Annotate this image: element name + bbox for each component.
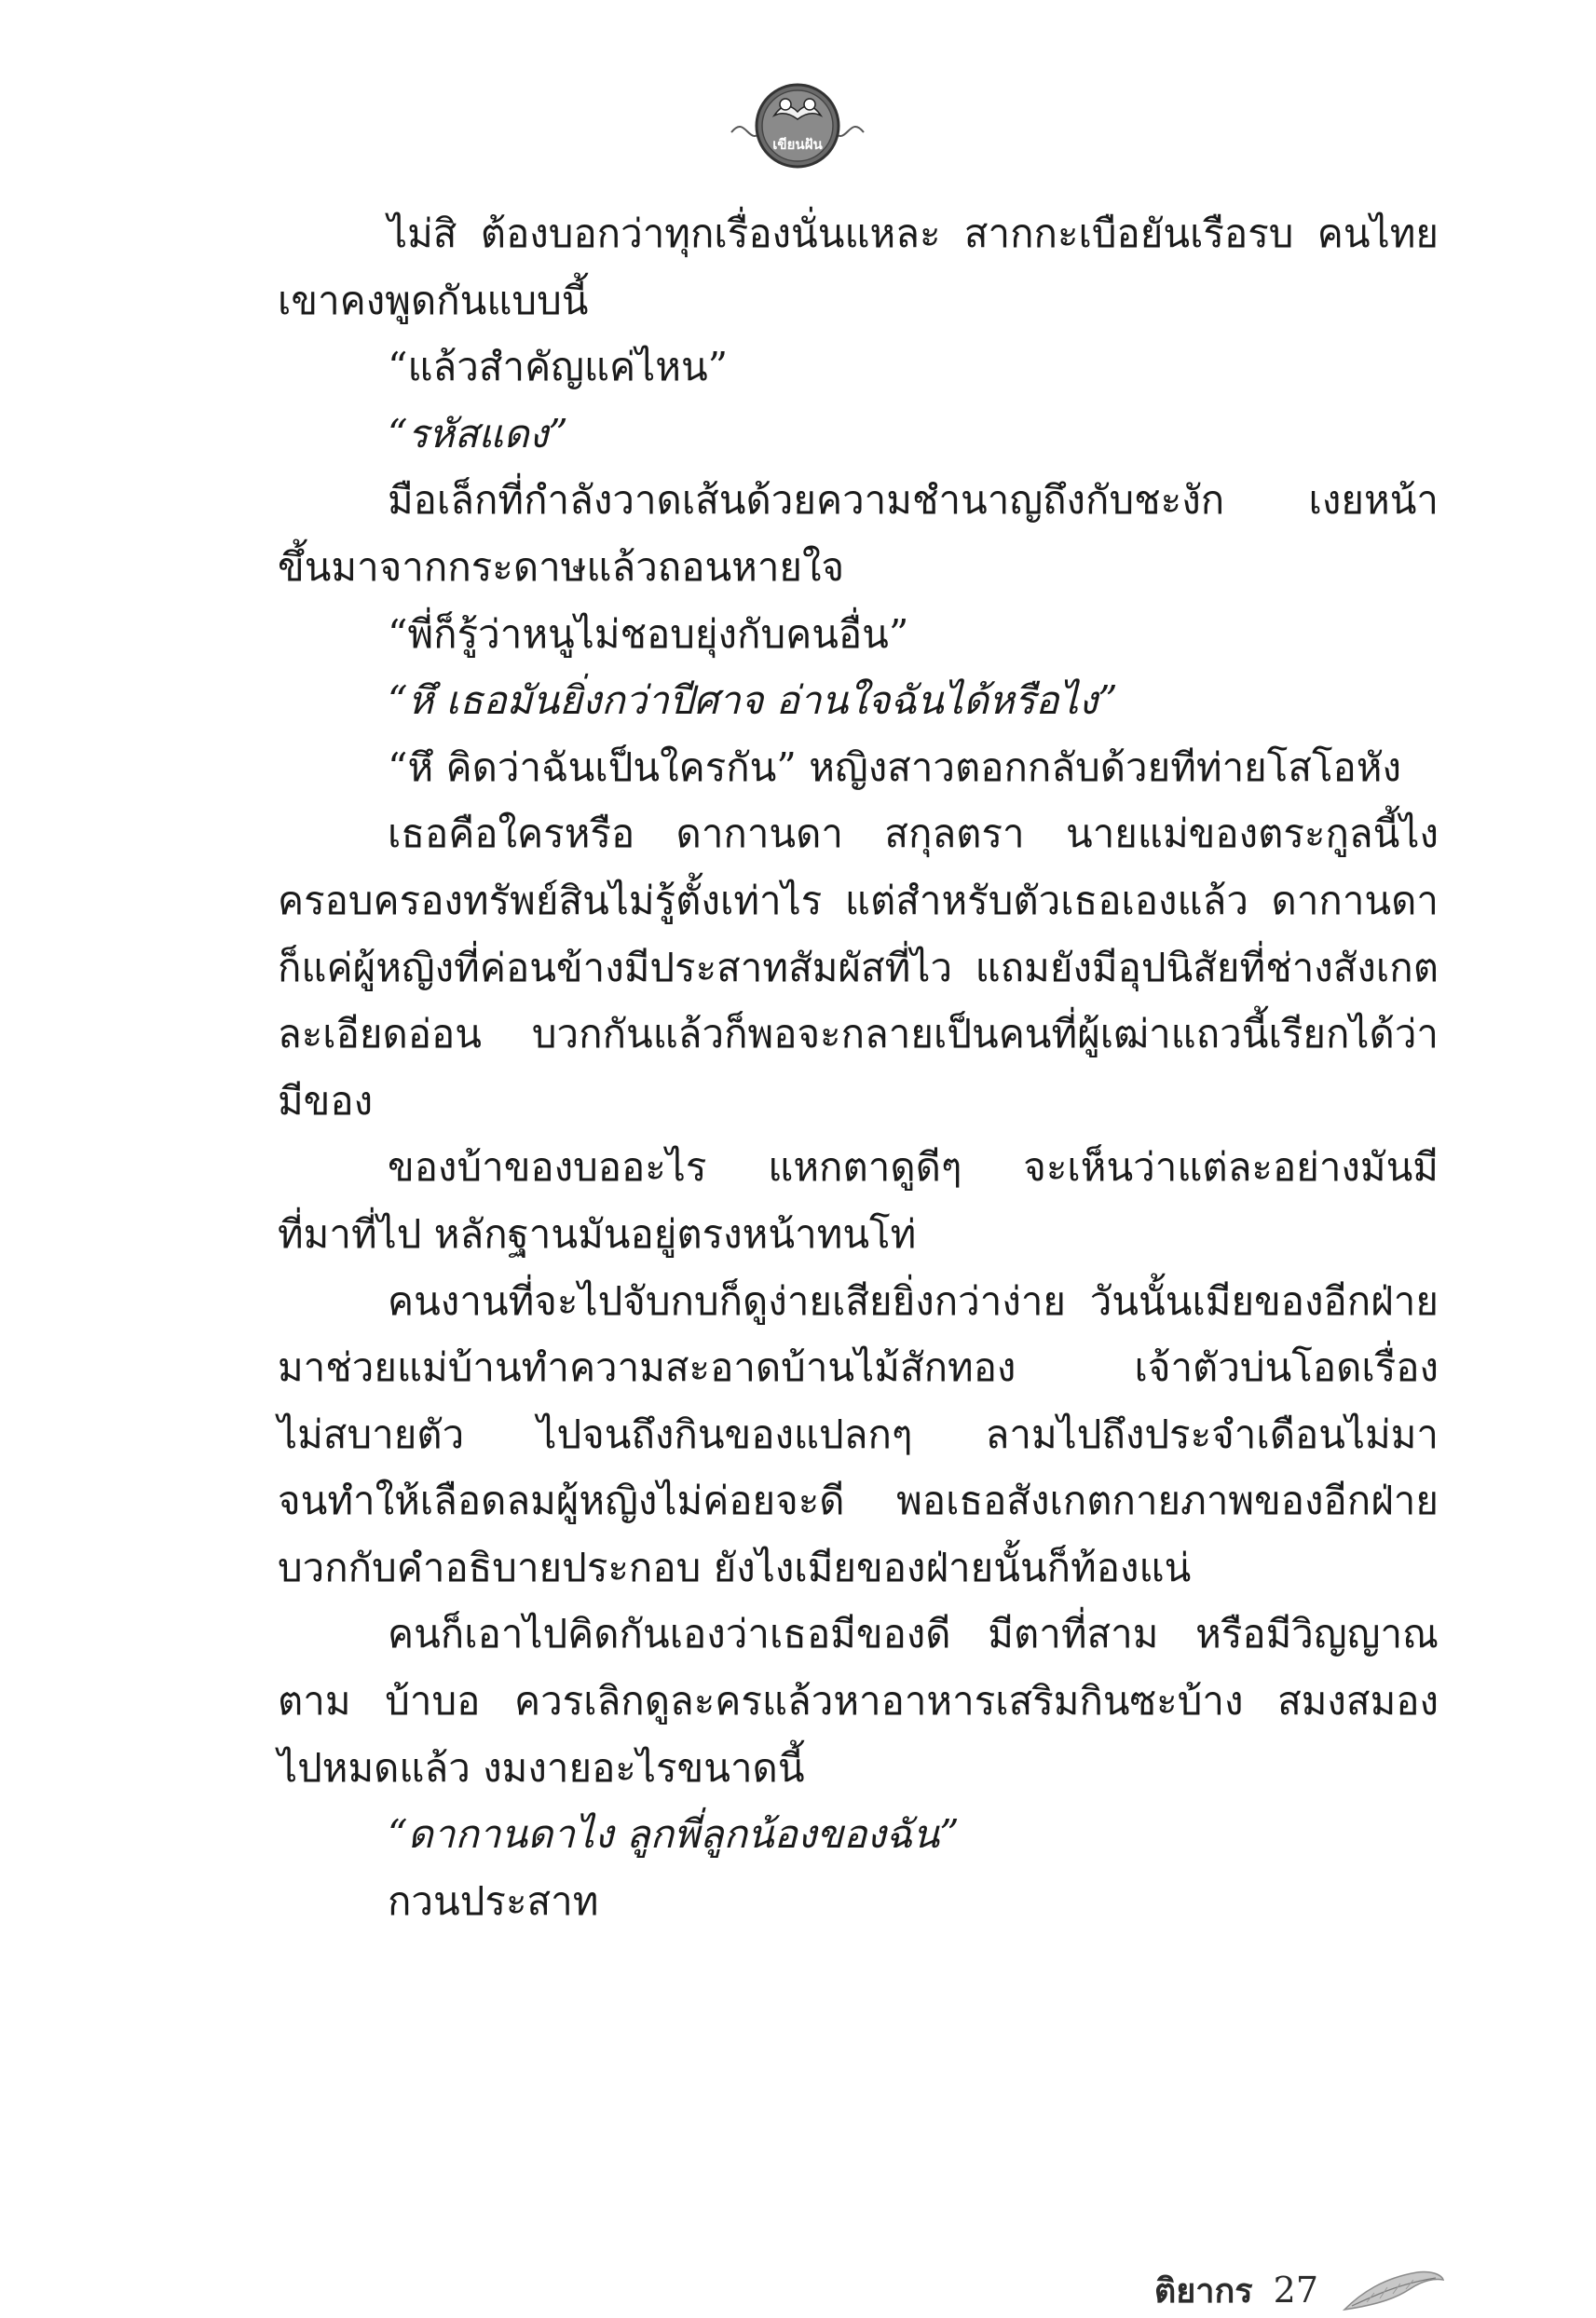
body-line: ไม่สิ ต้องบอกว่าทุกเรื่องนั่นแหละ สากกะเบือยันเรือรบ คนไทย <box>388 211 1439 256</box>
body-line: บวกกับคำอธิบายประกอบ ยังไงเมียของฝ่ายนั้นก็ท้องแน่ <box>278 1544 1192 1590</box>
running-footer-title: ติยากร <box>1153 2271 1253 2311</box>
body-line: มือเล็กที่กำลังวาดเส้นด้วยความชำนาญถึงกับชะงัก เงยหน้า <box>388 477 1439 524</box>
body-line: ตาม บ้าบอ ควรเลิกดูละครแล้วหาอาหารเสริมกินซะบ้าง สมงสมอง <box>278 1678 1439 1725</box>
body-line: ครอบครองทรัพย์สินไม่รู้ตั้งเท่าไร แต่สำหรับตัวเธอเองแล้ว ดากานดา <box>278 877 1439 923</box>
body-line: มีของ <box>278 1077 374 1124</box>
body-line: มาช่วยแม่บ้านทำความสะอาดบ้านไม้สักทอง เจ้าตัวบ่นโอดเรื่อง <box>278 1344 1439 1391</box>
body-line: ขึ้นมาจากกระดาษแล้วถอนหายใจ <box>278 543 845 590</box>
publisher-logo-icon <box>728 76 867 175</box>
body-line: ละเอียดอ่อน บวกกันแล้วก็พอจะกลายเป็นคนที่ผู้เฒ่าแถวนี้เรียกได้ว่า <box>278 1011 1439 1057</box>
logo-text: เขียนฝัน <box>772 136 823 153</box>
page-footer <box>1154 2262 1447 2318</box>
body-line: “หึ คิดว่าฉันเป็นใครกัน” หญิงสาวตอกกลับด้วยทีท่ายโสโอหัง <box>388 743 1401 790</box>
body-line: “หึ เธอมันยิ่งกว่าปีศาจ อ่านใจฉันได้หรือไง” <box>388 677 1118 724</box>
body-line: คนก็เอาไปคิดกันเองว่าเธอมีของดี มีตาที่สาม หรือมีวิญญาณ <box>388 1611 1439 1657</box>
body-line: ของบ้าของบออะไร แหกตาดูดีๆ จะเห็นว่าแต่ละอย่างมันมี <box>388 1144 1439 1191</box>
body-line: จนทำให้เลือดลมผู้หญิงไม่ค่อยจะดี พอเธอสังเกตกายภาพของอีกฝ่าย <box>278 1478 1439 1524</box>
body-line: คนงานที่จะไปจับกบก็ดูง่ายเสียยิ่งกว่าง่าย วันนั้นเมียของอีกฝ่าย <box>388 1277 1439 1324</box>
body-line: เธอคือใครหรือ ดากานดา สกุลตรา นายแม่ของตระกูลนี้ไง <box>388 811 1439 857</box>
body-line: ไปหมดแล้ว งมงายอะไรขนาดนี้ <box>278 1744 805 1791</box>
body-text <box>278 200 1439 1934</box>
body-line: “ดากานดาไง ลูกพี่ลูกน้องของฉัน” <box>388 1811 960 1858</box>
body-line: “รหัสแดง” <box>388 410 568 457</box>
body-line: เขาคงพูดกันแบบนี้ <box>278 277 589 323</box>
body-line: ไม่สบายตัว ไปจนถึงกินของแปลกๆ ลามไปถึงประจำเดือนไม่มา <box>278 1411 1439 1457</box>
body-line: กวนประสาท <box>388 1877 599 1924</box>
body-line: “แล้วสำคัญแค่ไหน” <box>388 344 729 390</box>
feather-quill-icon <box>1339 2265 1447 2315</box>
body-line: “พี่ก็รู้ว่าหนูไม่ชอบยุ่งกับคนอื่น” <box>388 610 909 657</box>
body-line: ก็แค่ผู้หญิงที่ค่อนข้างมีประสาทสัมผัสที่ไว แถมยังมีอุปนิสัยที่ช่างสังเกต <box>278 944 1439 990</box>
body-line: ที่มาที่ไป หลักฐานมันอยู่ตรงหน้าทนโท่ <box>278 1210 917 1257</box>
page-number: 27 <box>1273 2270 1318 2311</box>
